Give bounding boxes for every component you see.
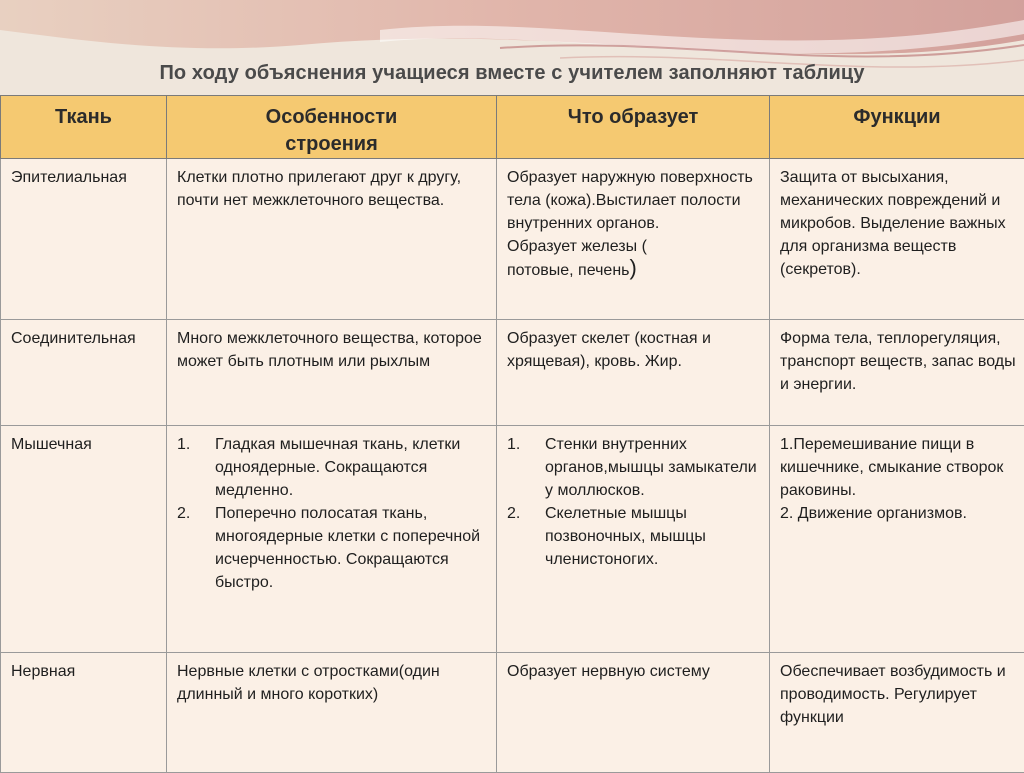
slide-title: По ходу объяснения учащиеся вместе с учителем заполняют таблицу: [0, 62, 1024, 85]
header-forms: Что образует: [497, 96, 770, 159]
tissue-name: Эпителиальная: [1, 159, 167, 320]
list-number: 2.: [507, 502, 545, 571]
background-swoosh: [0, 0, 1024, 110]
functions-text: 1.Перемешивание пищи в кишечнике, смыкание створок раковины.: [780, 433, 1016, 502]
table-row: [1, 159, 1024, 320]
list-text: Гладкая мышечная ткань, клетки одноядерные. Сокращаются медленно.: [215, 433, 488, 502]
functions-cell: Обеспечивает возбудимость и проводимость. Регулирует функции: [770, 653, 1024, 773]
tissue-name: Мышечная: [1, 426, 167, 653]
list-item: [507, 433, 761, 502]
tissue-name: Соединительная: [1, 320, 167, 426]
header-structure-line1: Особенности: [173, 104, 490, 131]
structure-cell: [167, 426, 497, 653]
forms-cell: Образует скелет (костная и хрящевая), кровь. Жир.: [497, 320, 770, 426]
table-row: [1, 653, 1024, 773]
table-row: [1, 320, 1024, 426]
header-row: [1, 96, 1024, 159]
list-text: Стенки внутренних органов,мышцы замыкатели у моллюсков.: [545, 433, 761, 502]
forms-text: Образует наружную поверхность тела (кожа).Выстилает полости внутренних органов.: [507, 166, 761, 235]
forms-text: Образует железы (: [507, 235, 761, 258]
list-text: Поперечно полосатая ткань, многоядерные клетки с поперечной исчерченностью. Сокращаются быстро.: [215, 502, 488, 594]
header-structure-line2: строения: [173, 131, 490, 158]
structure-list: [177, 433, 488, 594]
forms-list: [507, 433, 761, 571]
forms-cell: [497, 426, 770, 653]
functions-cell: Защита от высыхания, механических повреждений и микробов. Выделение важных для организма веществ (секретов).: [770, 159, 1024, 320]
header-structure: [167, 96, 497, 159]
tissue-table: [0, 95, 1024, 773]
list-item: [507, 502, 761, 571]
structure-cell: Нервные клетки с отростками(один длинный и много коротких): [167, 653, 497, 773]
header-functions: Функции: [770, 96, 1024, 159]
forms-paren: ): [629, 255, 636, 280]
header-tissue: Ткань: [1, 96, 167, 159]
list-item: [177, 433, 488, 502]
tissue-name: Нервная: [1, 653, 167, 773]
forms-cell: [497, 159, 770, 320]
table-row: [1, 426, 1024, 653]
list-item: [177, 502, 488, 594]
functions-cell: [770, 426, 1024, 653]
structure-cell: Много межклеточного вещества, которое может быть плотным или рыхлым: [167, 320, 497, 426]
list-number: 1.: [177, 433, 215, 502]
forms-text: потовые, печень: [507, 262, 629, 279]
functions-text: 2. Движение организмов.: [780, 502, 1016, 525]
forms-cell: Образует нервную систему: [497, 653, 770, 773]
functions-cell: Форма тела, теплорегуляция, транспорт веществ, запас воды и энергии.: [770, 320, 1024, 426]
list-number: 1.: [507, 433, 545, 502]
list-number: 2.: [177, 502, 215, 594]
structure-cell: Клетки плотно прилегают друг к другу, почти нет межклеточного вещества.: [167, 159, 497, 320]
list-text: Скелетные мышцы позвоночных, мышцы членистоногих.: [545, 502, 761, 571]
